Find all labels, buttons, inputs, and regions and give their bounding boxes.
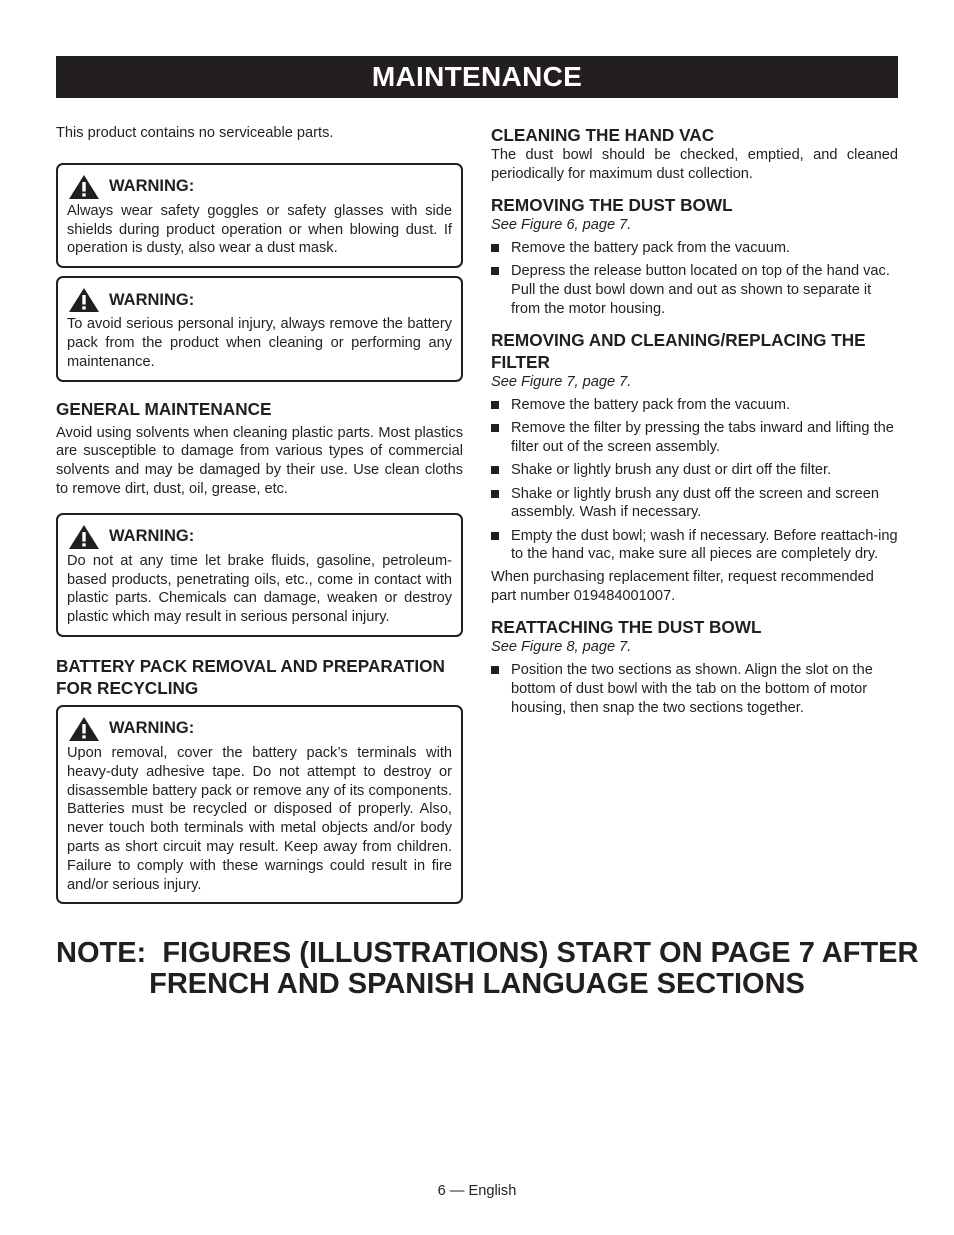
figures-note-line1: NOTE: FIGURES (ILLUSTRATIONS) START ON PAGE 7 AFTER	[56, 937, 919, 969]
page-title: MAINTENANCE	[56, 56, 898, 98]
section-heading-general-maintenance: GENERAL MAINTENANCE	[56, 398, 272, 419]
list-item: Remove the battery pack from the vacuum.	[491, 396, 898, 415]
section-heading-battery-recycling: BATTERY PACK REMOVAL AND PREPARATION FOR RECYCLING	[56, 655, 445, 698]
replacement-filter-note: When purchasing replacement filter, request recommended part number 019484001007.	[491, 569, 874, 605]
warning-text: Upon removal, cover the battery pack’s terminals with heavy-duty adhesive tape. Do not attempt to destroy or disassemble battery pack or remove any of its components. Batteries must be recycled or disposed of properly. Also, never touch both terminals with metal objects and/or body parts as short circuit may result. Keep away from children. Failure to comply with these warnings could result in fire and/or serious injury.	[67, 744, 452, 893]
warning-box-battery-removal	[56, 276, 463, 381]
warning-header	[67, 524, 452, 550]
warning-header	[67, 287, 452, 313]
list-item: Shake or lightly brush any dust or dirt off the filter.	[491, 461, 898, 480]
intro-text: This product contains no serviceable parts.	[56, 125, 334, 141]
figures-note-line2: FRENCH AND SPANISH LANGUAGE SECTIONS	[149, 968, 805, 1000]
section-heading-reattaching: REATTACHING THE DUST BOWL	[491, 616, 762, 637]
warning-label: WARNING:	[109, 177, 195, 196]
warning-label: WARNING:	[109, 527, 195, 546]
warning-triangle-icon	[69, 288, 99, 312]
list-item: Empty the dust bowl; wash if necessary. Before reattach-ing to the hand vac, make sure all pieces are completely dry.	[491, 527, 898, 565]
figure-reference: See Figure 7, page 7.	[491, 373, 632, 390]
warning-label: WARNING:	[109, 719, 195, 738]
left-column	[56, 124, 463, 904]
bullet-list-reattaching	[491, 661, 898, 717]
list-item: Remove the filter by pressing the tabs inward and lifting the filter out of the screen assembly.	[491, 419, 898, 457]
warning-box-terminals	[56, 705, 463, 904]
warning-header	[67, 716, 452, 742]
warning-triangle-icon	[69, 175, 99, 199]
warning-triangle-icon	[69, 525, 99, 549]
cleaning-text: The dust bowl should be checked, emptied, and cleaned periodically for maximum dust collection.	[491, 147, 898, 182]
warning-triangle-icon	[69, 717, 99, 741]
bullet-list-filter	[491, 396, 898, 564]
list-item: Position the two sections as shown. Align the slot on the bottom of dust bowl with the tab on the bottom of motor housing, then snap the two sections together.	[491, 661, 898, 717]
list-item: Shake or lightly brush any dust off the screen and screen assembly. Wash if necessary.	[491, 485, 898, 523]
warning-text: Always wear safety goggles or safety glasses with side shields during product operation or when blowing dust. If operation is dusty, also wear a dust mask.	[67, 202, 452, 257]
section-heading-filter: REMOVING AND CLEANING/REPLACING THE FILTER	[491, 329, 866, 372]
figure-reference: See Figure 8, page 7.	[491, 638, 632, 655]
warning-label: WARNING:	[109, 290, 195, 309]
page-footer: 6 — English	[437, 1183, 517, 1199]
warning-text: Do not at any time let brake fluids, gasoline, petroleum-based products, penetrating oils, etc., come in contact with plastic parts. Chemicals can damage, weaken or destroy plastic which may result in serious personal injury.	[67, 552, 452, 626]
figure-reference: See Figure 6, page 7.	[491, 216, 632, 233]
right-column	[491, 124, 898, 718]
section-heading-removing-dust-bowl: REMOVING THE DUST BOWL	[491, 194, 733, 215]
section-heading-cleaning: CLEANING THE HAND VAC	[491, 125, 715, 145]
warning-box-chemicals	[56, 513, 463, 637]
warning-header	[67, 174, 452, 200]
general-maintenance-text: Avoid using solvents when cleaning plastic parts. Most plastics are susceptible to damage from various types of commercial solvents and may be damaged by their use. Use clean cloths to remove dirt, dust, oil, grease, etc.	[56, 424, 463, 497]
list-item: Remove the battery pack from the vacuum.	[491, 239, 898, 258]
warning-box-goggles	[56, 163, 463, 268]
warning-text: To avoid serious personal injury, always remove the battery pack from the product when cleaning or performing any maintenance.	[67, 316, 452, 370]
list-item: Depress the release button located on top of the hand vac. Pull the dust bowl down and out as shown to separate it from the motor housing.	[491, 262, 898, 318]
figures-note	[56, 937, 919, 1000]
bullet-list-removing-dust-bowl	[491, 239, 898, 319]
